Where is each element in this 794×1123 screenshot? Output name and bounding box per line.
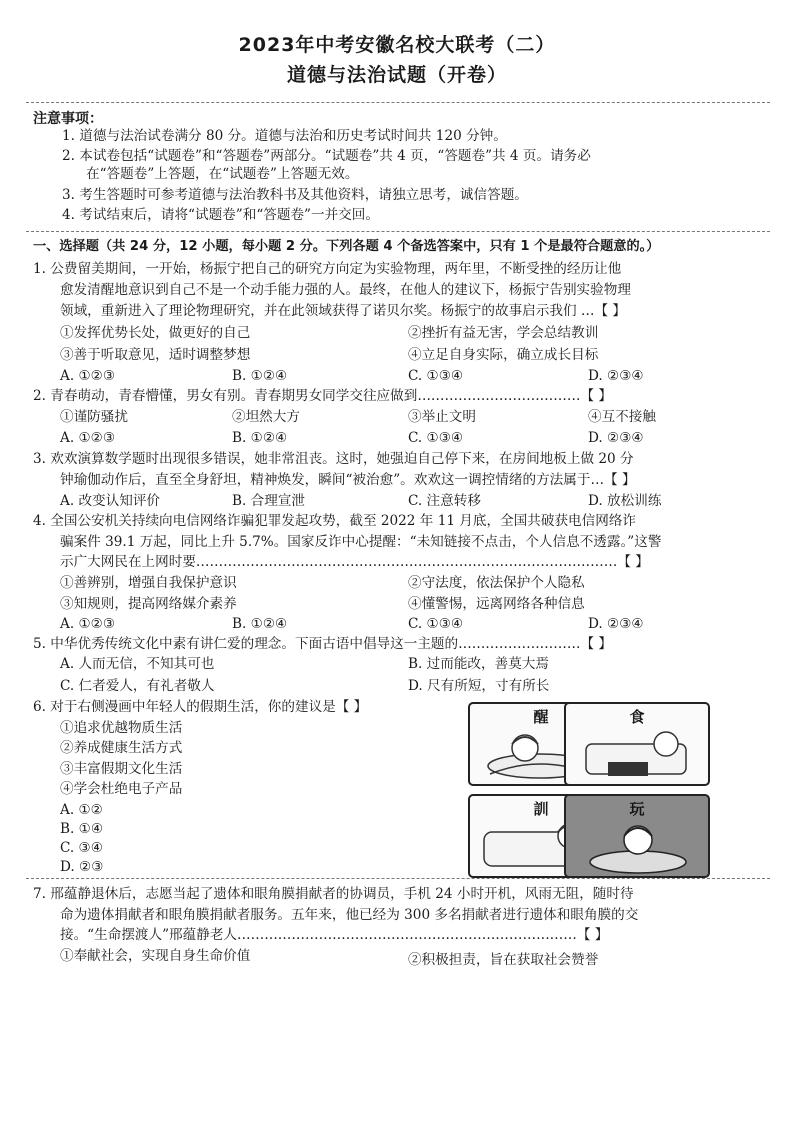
divider [26,102,770,103]
notice-line: 在“答题卷”上答题，在“试题卷”上答题无效。 [86,166,359,182]
exam-subtitle: 道德与法治试题（开卷） [286,64,507,86]
q6-choice-a: A. ①② [60,802,103,818]
q6-stem: 6. 对于右侧漫画中年轻人的假期生活，你的建议是【 】 [33,699,368,715]
q1-item: ①发挥优势长处，做更好的自己 [60,325,251,341]
notice-line: 2. 本试卷包括“试题卷”和“答题卷”两部分。“试题卷”共 4 页，“答题卷”共 4 页。请务必 [62,148,591,164]
q4-stem-line: 4. 全国公安机关持续向电信网络诈骗犯罪发起攻势，截至 2022 年 11 月底，全国共破获电信网络诈 [33,513,637,529]
q2-item: ①谨防骚扰 [60,409,128,425]
phone-person-icon [566,796,708,876]
comic-panel-eat [564,702,710,786]
divider [26,231,770,232]
q1-item: ②挫折有益无害，学会总结教训 [408,325,599,341]
comic-panel-play [564,794,710,878]
q5-choice-a: A. 人而无信，不知其可也 [60,656,215,672]
q3-choice-a: A. 改变认知评价 [60,493,161,509]
q1-choice-a: A. ①②③ [60,368,116,384]
q6-choice-c: C. ③④ [60,840,103,856]
q1-stem-line: 愈发清醒地意识到自己不是一个动手能力强的人。最终，在他人的建议下，杨振宁告别实验物理 [60,282,631,298]
q2-choice-a: A. ①②③ [60,430,116,446]
q6-item: ①追求优越物质生活 [60,720,183,736]
q1-choice-b: B. ①②④ [232,368,288,384]
q3-choice-c: C. 注意转移 [408,493,481,509]
q6-choice-d: D. ②③ [60,859,104,875]
q2-stem: 2. 青春萌动，青春懵懂，男女有别。青春期男女同学交往应做到………………………………【 】 [33,388,612,404]
q1-item: ③善于听取意见，适时调整梦想 [60,347,251,363]
eating-person-icon [566,704,708,784]
q1-stem-line: 领域，重新进入了理论物理研究，并在此领域获得了诺贝尔奖。杨振宁的故事启示我们 …【 】 [60,303,626,319]
q7-stem-line: 命为遗体捐献者和眼角膜捐献者服务。五年来，他已经为 300 多名捐献者进行遗体和眼角膜的交 [60,907,639,923]
q1-stem-line: 1. 公费留美期间，一开始，杨振宁把自己的研究方向定为实验物理，两年里，不断受挫的经历让他 [33,261,622,277]
q3-choice-d: D. 放松训练 [588,493,662,509]
q5-choice-c: C. 仁者爱人，有礼者敬人 [60,678,215,694]
q4-item: ①善辨别，增强自我保护意识 [60,575,237,591]
q7-item: ①奉献社会，实现自身生命价值 [60,948,251,964]
q6-item: ②养成健康生活方式 [60,740,183,756]
q4-choice-d: D. ②③④ [588,616,644,632]
notice-line: 4. 考试结束后，请将“试题卷”和“答题卷”一并交回。 [62,207,379,223]
exam-title: 2023年中考安徽名校大联考（二） [238,34,556,56]
q1-choice-d: D. ②③④ [588,368,644,384]
section-title: 一、选择题（共 24 分，12 小题，每小题 2 分。下列各题 4 个备选答案中，只有 1 个是最符合题意的。） [33,239,660,254]
q4-choice-c: C. ①③④ [408,616,464,632]
q4-stem-line: 示广大网民在上网时要…………………………………………………………………………………【 】 [60,554,649,570]
q5-choice-b: B. 过而能改，善莫大焉 [408,656,549,672]
q1-choice-c: C. ①③④ [408,368,464,384]
q3-stem-line: 3. 欢欢演算数学题时出现很多错误，她非常沮丧。这时，她强迫自己停下来，在房间地板上做 20 分 [33,451,634,467]
q4-item: ③知规则，提高网络媒介素养 [60,596,237,612]
q4-stem-line: 骗案件 39.1 万起，同比上升 5.7%。国家反诈中心提醒：“未知链接不点击，个人信息不透露。”这警 [60,534,662,550]
q2-item: ②坦然大方 [232,409,300,425]
q7-stem-line: 7. 邢蕴静退休后，志愿当起了遗体和眼角膜捐献者的协调员，手机 24 小时开机，风雨无阻，随时待 [33,886,634,902]
q4-choice-a: A. ①②③ [60,616,116,632]
q2-item: ④互不接触 [588,409,656,425]
divider [26,878,770,879]
q6-item: ④学会杜绝电子产品 [60,781,183,797]
q3-choice-b: B. 合理宣泄 [232,493,306,509]
q5-stem: 5. 中华优秀传统文化中素有讲仁爱的理念。下面古语中倡导这一主题的………………………【 】 [33,636,612,652]
q4-item: ④懂警惕，远离网络各种信息 [408,596,585,612]
q6-choice-b: B. ①④ [60,821,104,837]
q7-stem-line: 接。“生命摆渡人”邢蕴静老人…………………………………………………………………【 】 [60,927,609,943]
q3-stem-line: 钟瑜伽动作后，直至全身舒坦，精神焕发，瞬间“被治愈”。欢欢这一调控情绪的方法属于…【 】 [60,472,636,488]
q2-choice-b: B. ①②④ [232,430,288,446]
q4-item: ②守法度，依法保护个人隐私 [408,575,585,591]
panel-label: 食 [629,708,645,726]
q1-item: ④立足自身实际，确立成长目标 [408,347,599,363]
q2-item: ③举止文明 [408,409,476,425]
q7-item: ②积极担责，旨在获取社会赞誉 [408,952,599,968]
notice-title: 注意事项： [33,111,103,127]
q2-choice-c: C. ①③④ [408,430,464,446]
q2-choice-d: D. ②③④ [588,430,644,446]
notice-line: 3. 考生答题时可参考道德与法治教科书及其他资料，请独立思考，诚信答题。 [62,187,528,203]
notice-line: 1. 道德与法治试卷满分 80 分。道德与法治和历史考试时间共 120 分钟。 [62,128,507,144]
panel-label: 玩 [629,800,645,818]
q4-choice-b: B. ①②④ [232,616,288,632]
q6-item: ③丰富假期文化生活 [60,761,183,777]
panel-label: 醒 [533,708,549,726]
panel-label: 訓 [533,800,549,818]
q5-choice-d: D. 尺有所短，寸有所长 [408,678,550,694]
